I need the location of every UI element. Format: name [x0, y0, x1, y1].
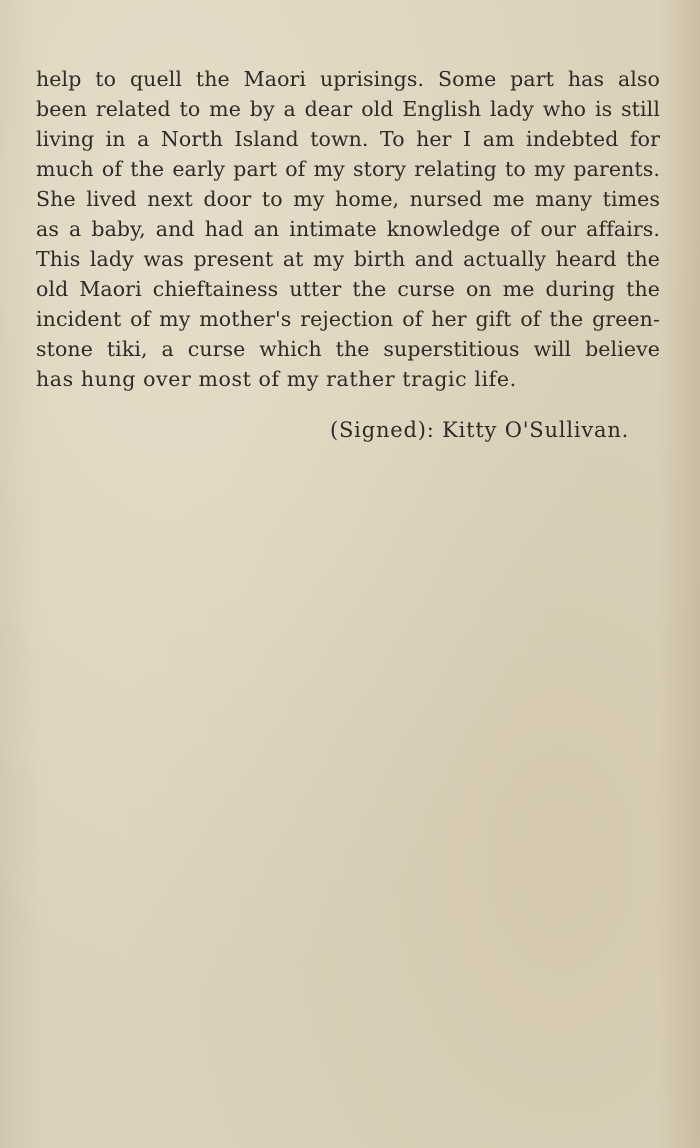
text-line: help to quell the Maori uprisings. Some part has also	[36, 67, 660, 91]
signature-line: (Signed): Kitty O'Sullivan.	[330, 418, 630, 442]
text-line: She lived next door to my home, nursed me many times	[36, 187, 660, 211]
text-line: incident of my mother's rejection of her gift of the green-	[36, 307, 660, 331]
text-line: stone tiki, a curse which the superstitious will believe	[36, 337, 660, 361]
text-line-last: has hung over most of my rather tragic life.	[36, 367, 517, 391]
text-line: as a baby, and had an intimate knowledge of our affairs.	[36, 217, 660, 241]
body-paragraph	[36, 64, 660, 394]
text-line: This lady was present at my birth and actually heard the	[36, 247, 660, 271]
text-line: old Maori chieftainess utter the curse on me during the	[36, 277, 660, 301]
text-line: been related to me by a dear old English lady who is still	[36, 97, 660, 121]
text-line: living in a North Island town. To her I am indebted for	[36, 127, 660, 151]
text-line: much of the early part of my story relating to my parents.	[36, 157, 660, 181]
